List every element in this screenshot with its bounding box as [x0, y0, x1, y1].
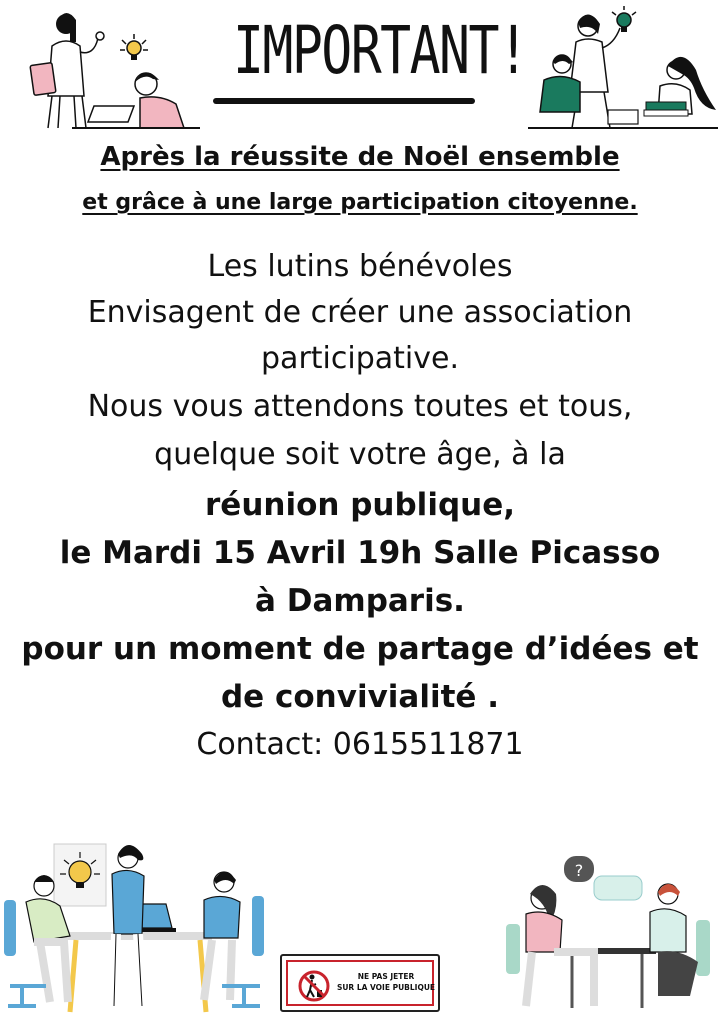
body-line-date-place: le Mardi 15 Avril 19h Salle Picasso	[59, 535, 661, 571]
bottom-left-illustration	[0, 836, 270, 1014]
body-line-association: Envisagent de créer une association	[87, 295, 633, 330]
litter-warning-sign	[280, 954, 440, 1012]
subtitle-line-1: Après la réussite de Noël ensemble	[100, 142, 620, 172]
svg-text:?: ?	[574, 861, 584, 880]
body-line-public-meeting: réunion publique,	[205, 487, 515, 523]
body-line-conviviality: de convivialité .	[220, 679, 499, 715]
top-left-illustration	[22, 6, 202, 130]
body-line-volunteers: Les lutins bénévoles	[207, 249, 513, 284]
page-title: IMPORTANT!	[233, 12, 528, 89]
sign-text-line-1: NE PAS JETER	[357, 972, 415, 981]
body-line-town: à Damparis.	[255, 583, 465, 619]
top-right-illustration	[528, 6, 718, 130]
sign-text-line-2: SUR LA VOIE PUBLIQUE	[336, 983, 436, 992]
bottom-right-illustration	[502, 852, 716, 1014]
body-line-participative: participative.	[261, 341, 459, 376]
no-littering-icon	[298, 968, 330, 1004]
body-line-age: quelque soit votre âge, à la	[154, 437, 566, 472]
body-line-sharing: pour un moment de partage d’idées et	[21, 631, 699, 667]
subtitle-line-2: et grâce à une large participation citoyenne.	[82, 190, 638, 215]
title-underline	[213, 98, 475, 104]
body-line-waiting: Nous vous attendons toutes et tous,	[87, 389, 633, 424]
body-line-contact: Contact: 0615511871	[196, 727, 524, 762]
